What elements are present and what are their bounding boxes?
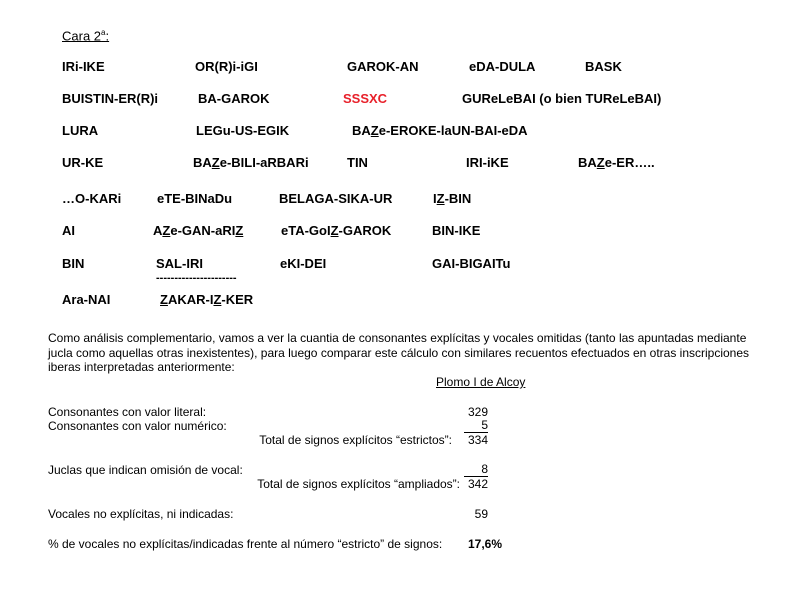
transcription-token: SSSXC [343, 91, 388, 106]
juclas-value: 8 [464, 463, 488, 477]
transcription-token: ZAKAR-IZ-KER [160, 292, 254, 307]
transcription-token: eTA-GoIZ-GAROK [281, 223, 392, 238]
section-heading [62, 28, 109, 43]
extended-value: 342 [467, 477, 488, 491]
transcription-token: GAROK-AN [347, 59, 419, 74]
vowels-label: Vocales no explícitas, ni indicadas: [48, 507, 234, 521]
heading-label: Cara 2 [62, 28, 102, 44]
transcription-token: eTE-BINaDu [157, 191, 233, 206]
transcription-token: AZe-GAN-aRIZ [153, 223, 244, 238]
analysis-paragraph: Como análisis complementario, vamos a ver la cuantia de consonantes explícitas y vocales omitidas (tanto las apuntadas mediante jucla como aquellas otras inexistentes), para luego comparar este cálculo con similares recuentos efectuados en otras inscripciones iberas interpretadas anteriormente: [48, 331, 750, 374]
transcription-token: BIN [62, 256, 85, 271]
transcription-token: BELAGA-SIKA-UR [279, 191, 393, 206]
strict-value: 334 [467, 433, 488, 447]
transcription-token: BAZe-ER….. [578, 155, 655, 170]
transcription-token: UR-KE [62, 155, 104, 170]
transcription-token: GAI-BIGAITu [432, 256, 511, 271]
literal-label: Consonantes con valor literal: [48, 405, 207, 419]
transcription-token: GUReLeBAI (o bien TUReLeBAI) [462, 91, 662, 106]
transcription-token: BUISTIN-ER(R)i [62, 91, 159, 106]
transcription-token: BAZe-BILI-aRBARi [193, 155, 309, 170]
transcription-token: IRi-IKE [62, 59, 105, 74]
table-header: Plomo I de Alcoy [436, 375, 526, 389]
heading-superscript: a [101, 28, 106, 37]
transcription-token: TIN [347, 155, 368, 170]
transcription-token: eDA-DULA [469, 59, 536, 74]
transcription-token: …O-KARi [62, 191, 122, 206]
transcription-token: AI [62, 223, 75, 238]
percent-value: 17,6% [468, 537, 503, 551]
transcription-token: Ara-NAI [62, 292, 111, 307]
transcription-token: IRI-iKE [466, 155, 509, 170]
strict-label: Total de signos explícitos “estrictos”: [259, 433, 452, 447]
transcription-token: BAZe-EROKE-laUN-BAI-eDA [352, 123, 528, 138]
transcription-token: BA-GAROK [198, 91, 270, 106]
numeric-label: Consonantes con valor numérico: [48, 419, 227, 433]
transcription-token: LURA [62, 123, 99, 138]
numeric-value: 5 [464, 419, 488, 433]
heading-colon: : [105, 28, 110, 44]
juclas-label: Juclas que indican omisión de vocal: [48, 463, 243, 477]
literal-value: 329 [467, 405, 488, 419]
transcription-token: SAL-IRI [156, 256, 203, 271]
transcription-token: eKI-DEI [280, 256, 327, 271]
vowels-value: 59 [474, 507, 488, 521]
separator-line: ---------------------- [156, 272, 237, 284]
extended-label: Total de signos explícitos “ampliados”: [257, 477, 460, 491]
transcription-token: BASK [585, 59, 622, 74]
transcription-token: IZ-BIN [433, 191, 472, 206]
transcription-token: OR(R)i-iGI [195, 59, 258, 74]
transcription-token: LEGu-US-EGIK [196, 123, 290, 138]
transcription-token: BIN-IKE [432, 223, 481, 238]
percent-label: % de vocales no explícitas/indicadas frente al número “estricto” de signos: [48, 537, 443, 551]
